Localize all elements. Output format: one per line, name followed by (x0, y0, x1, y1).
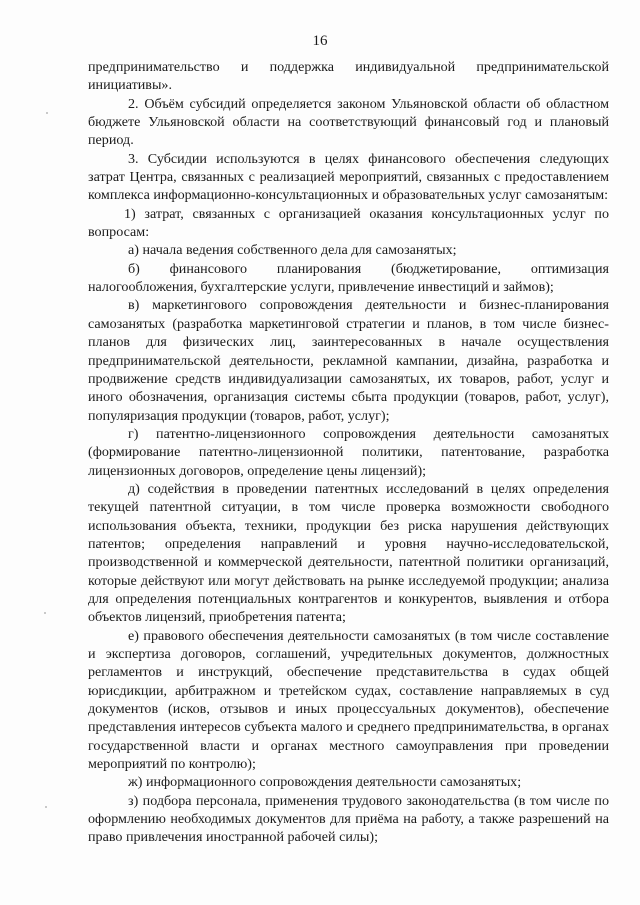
scan-speck (44, 612, 46, 614)
item-b: б) финансового планирования (бюджетирование, оптимизация налогообложения, бухгалтерские услуги, привлечение инвестиций и займов); (88, 260, 609, 296)
item-a: а) начала ведения собственного дела для самозанятых; (128, 242, 457, 259)
subparagraph-1: 1) затрат, связанных с организацией оказания консультационных услуг по вопросам: (88, 205, 609, 241)
item-d: д) содействия в проведении патентных исследований в целях определения текущей патентной ситуации, в том числе проверка возможности свободного использования объекта, техники, продукции без риска нарушения действующих патентов; определения направлений и уровня научно-исследовательской, производственной и коммерческой деятельности, патентной политики организаций, которые действуют или могут действовать на рынке исследуемой продукции; анализа для определения потенциальных контрагентов и конкурентов, выявления и отбора объектов лицензий, приобретения патента; (88, 480, 609, 626)
item-z: з) подбора персонала, применения трудового законодательства (в том числе по оформлению необходимых документов для приёма на работу, а также разрешений на право привлечения иностранной рабочей силы); (88, 792, 609, 846)
scan-speck (45, 806, 47, 808)
item-v: в) маркетингового сопровождения деятельности и бизнес-планирования самозанятых (разработка маркетинговой стратегии и планов, в том числе бизнес-планов для физических лиц, заинтересованных в начале осуществления предпринимательской деятельности, рекламной кампании, дизайна, разработка и продвижение средств индивидуализации самозанятых, их товаров, работ, услуг и иного обозначения, организация системы сбыта продукции (товаров, работ, услуг), популяризация продукции (товаров, работ, услуг); (88, 297, 609, 424)
paragraph-2: 2. Объём субсидий определяется законом Ульяновской области об областном бюджете Ульяновской области на соответствующий финансовый год и плановый период. (88, 95, 609, 149)
item-e: е) правового обеспечения деятельности самозанятых (в том числе составление и экспертиза договоров, соглашений, учредительных документов, должностных регламентов и инструкций, обеспечение представительства в судах общей юрисдикции, арбитражном и третейском судах, составление направляемых в суд документов (исков, отзывов и иных процессуальных документов), обеспечение представления интересов субъекта малого и среднего предпринимательства, в органах государственной власти и органах местного самоуправления при проведении мероприятий по контролю); (88, 627, 609, 773)
item-zh: ж) информационного сопровождения деятельности самозанятых; (128, 774, 522, 791)
page-number: 16 (312, 33, 328, 49)
document-body (88, 58, 609, 847)
paragraph-3: 3. Субсидии используются в целях финансового обеспечения следующих затрат Центра, связанных с реализацией мероприятий, связанных с предоставлением комплекса информационно-консультационных и образовательных услуг самозанятым: (88, 150, 609, 204)
paragraph-continuation: предпринимательство и поддержка индивидуальной предпринимательской инициативы». (88, 59, 609, 94)
scan-speck (46, 112, 48, 114)
item-g: г) патентно-лицензионного сопровождения деятельности самозанятых (формирование патентно-лицензионной политики, патентование, разработка лицензионных договоров, определение цены лицензий); (88, 425, 609, 479)
